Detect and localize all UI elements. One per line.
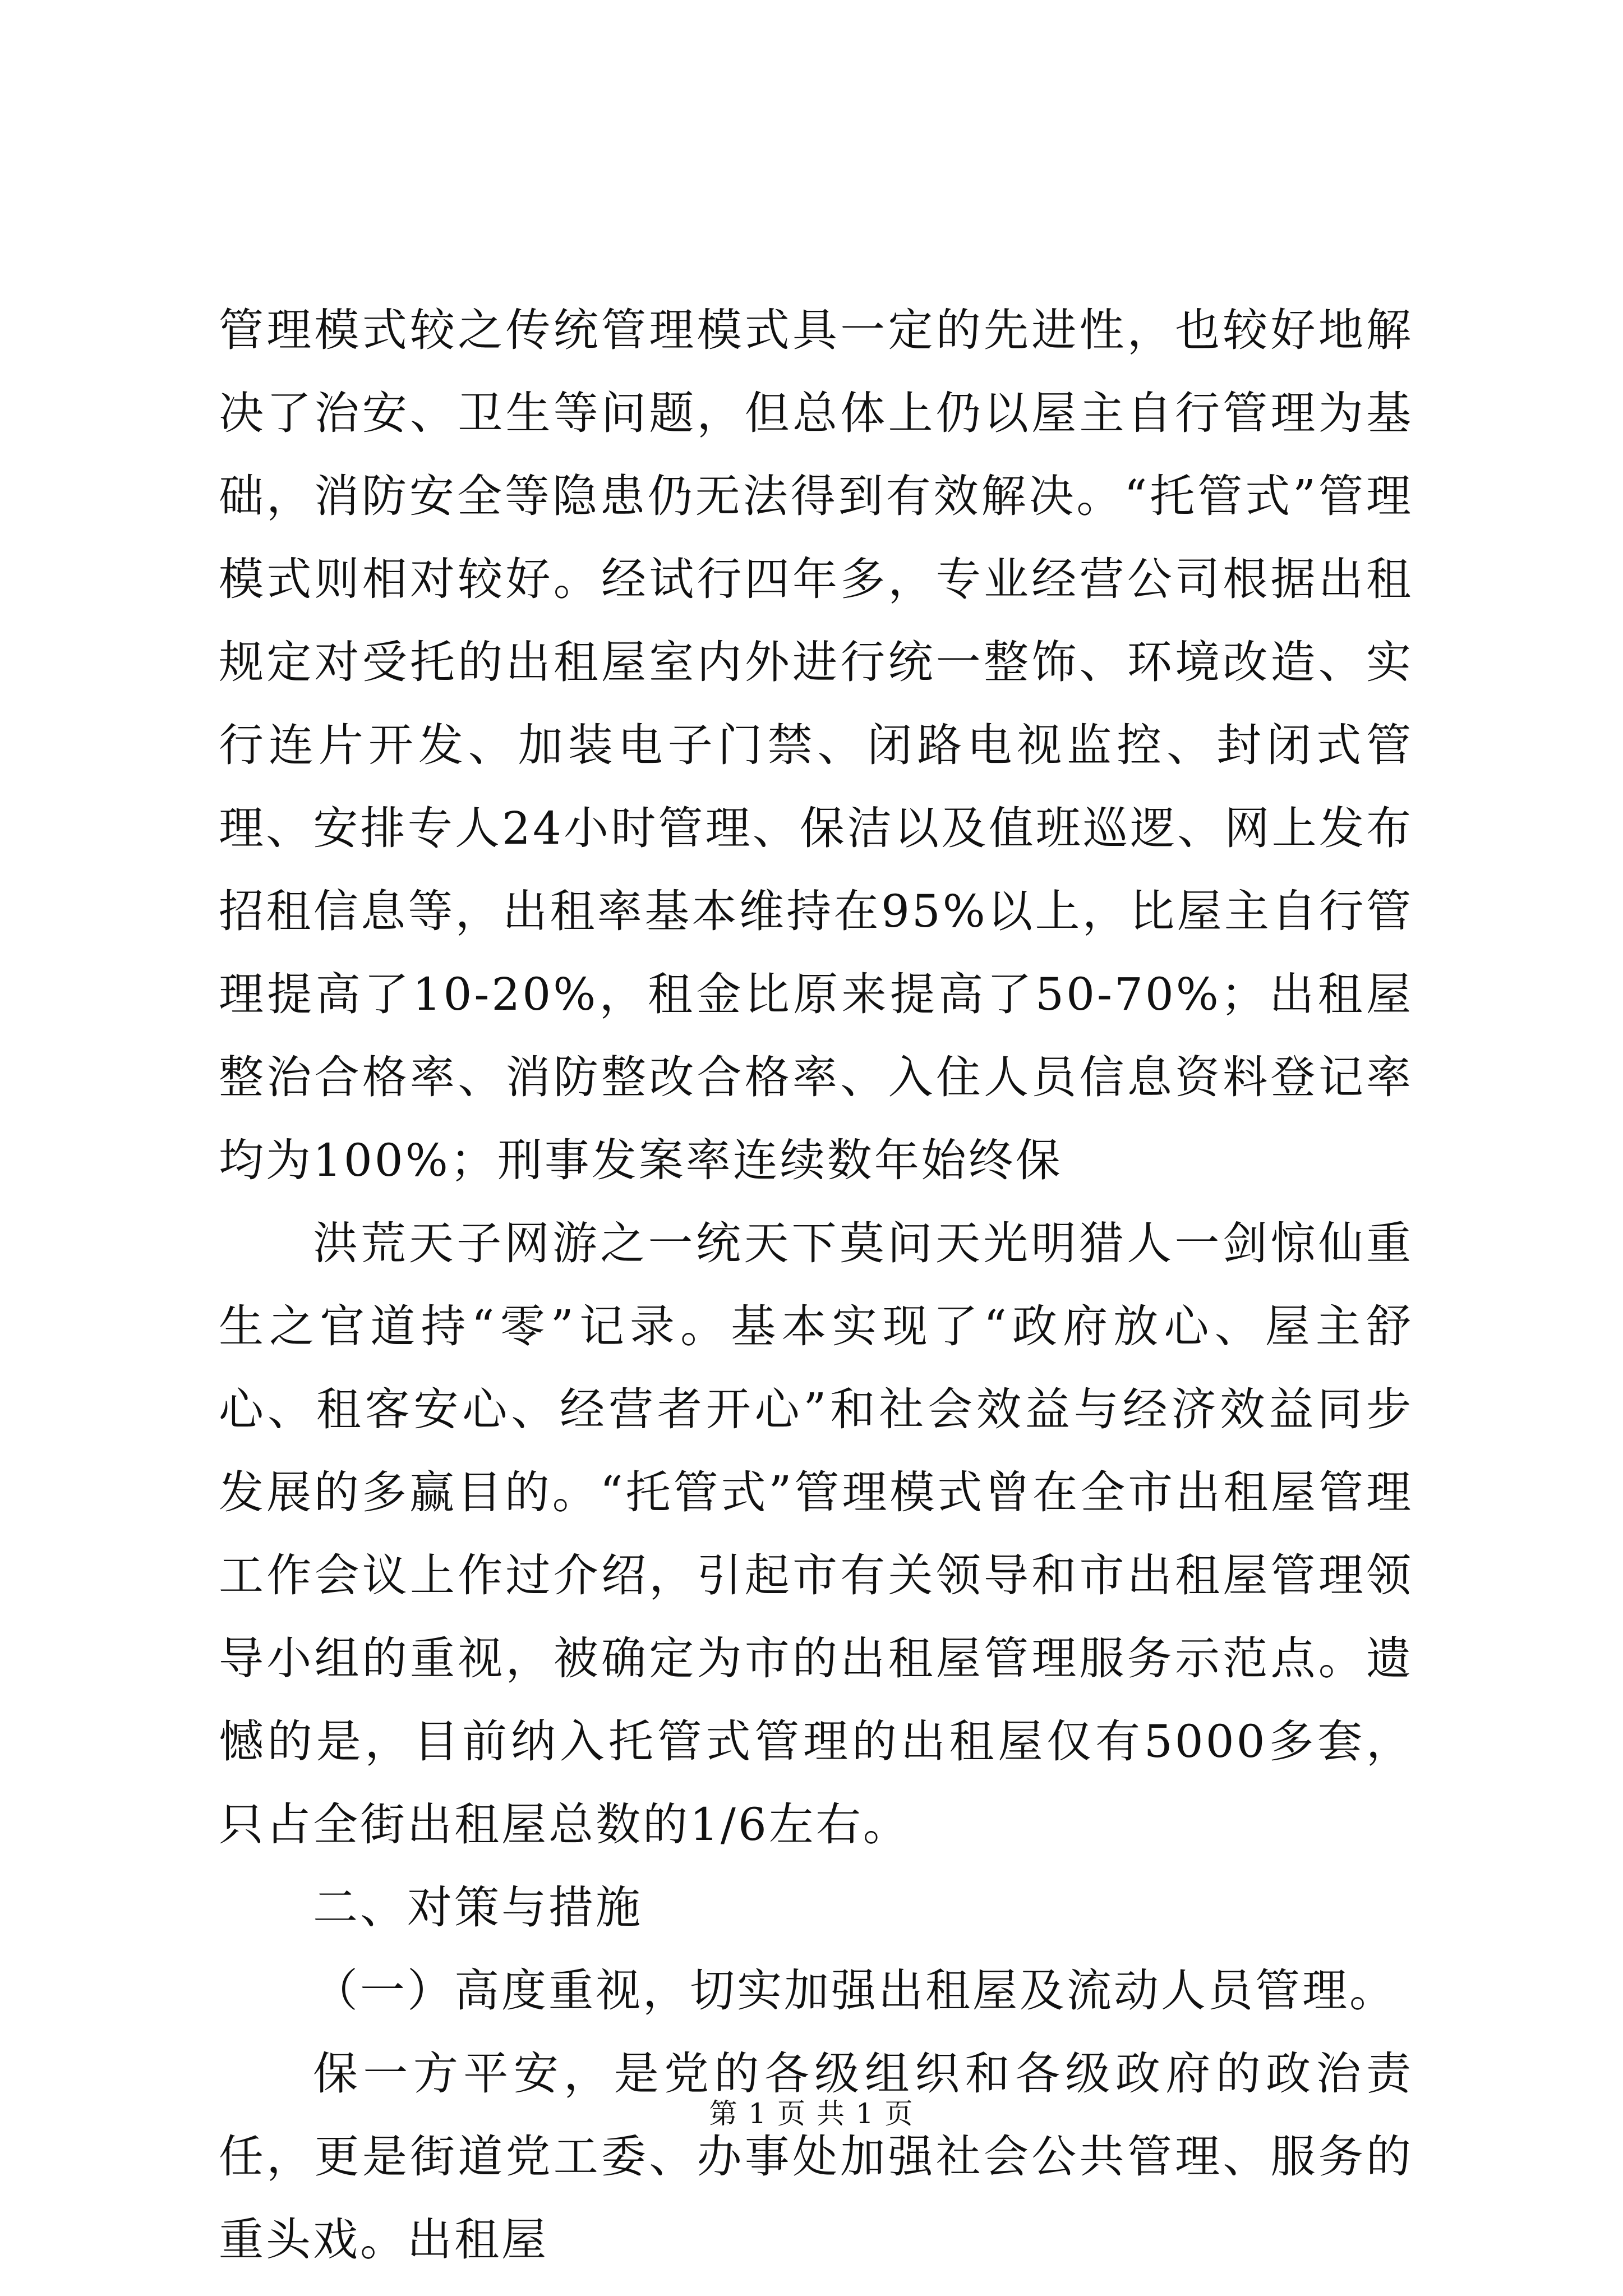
paragraph-closing: 保一方平安，是党的各级组织和各级政府的政治责任，更是街道党工委、办事处加强社会公共管理、服务的重头戏。出租屋 <box>219 2047 1413 2266</box>
document-body <box>219 289 1413 2281</box>
paragraph-zero-record: 洪荒天子网游之一统天下莫问天光明猎人一剑惊仙重生之官道持“零”记录。基本实现了“政府放心、屋主舒心、租客安心、经营者开心”和社会效益与经济效益同步发展的多赢目的。“托管式”管理模式曾在全市出租屋管理工作会议上作过介绍，引起市有关领导和市出租屋管理领导小组的重视，被确定为市的出租屋管理服务示范点。遗憾的是，目前纳入托管式管理的出租屋仅有5000多套，只占全街出租屋总数的1/6左右。 <box>219 1217 1413 1851</box>
page-footer: 第 1 页 共 1 页 <box>709 2097 914 2130</box>
section-heading: 二、对策与措施 <box>313 1881 643 1934</box>
subsection-heading: （一）高度重视，切实加强出租屋及流动人员管理。 <box>313 1964 1396 2017</box>
paragraph-rental-management-models: 管理模式较之传统管理模式具一定的先进性，也较好地解决了治安、卫生等问题，但总体上仍以屋主自行管理为基础，消防安全等隐患仍无法得到有效解决。“托管式”管理模式则相对较好。经试行四年多，专业经营公司根据出租规定对受托的出租屋室内外进行统一整饰、环境改造、实行连片开发、加装电子门禁、闭路电视监控、封闭式管理、安排专人24小时管理、保洁以及值班巡逻、网上发布招租信息等，出租率基本维持在95%以上，比屋主自行管理提高了10-20%，租金比原来提高了50-70%；出租屋整治合格率、消防整改合格率、入住人员信息资料登记率均为100%；刑事发案率连续数年始终保 <box>219 304 1413 1186</box>
